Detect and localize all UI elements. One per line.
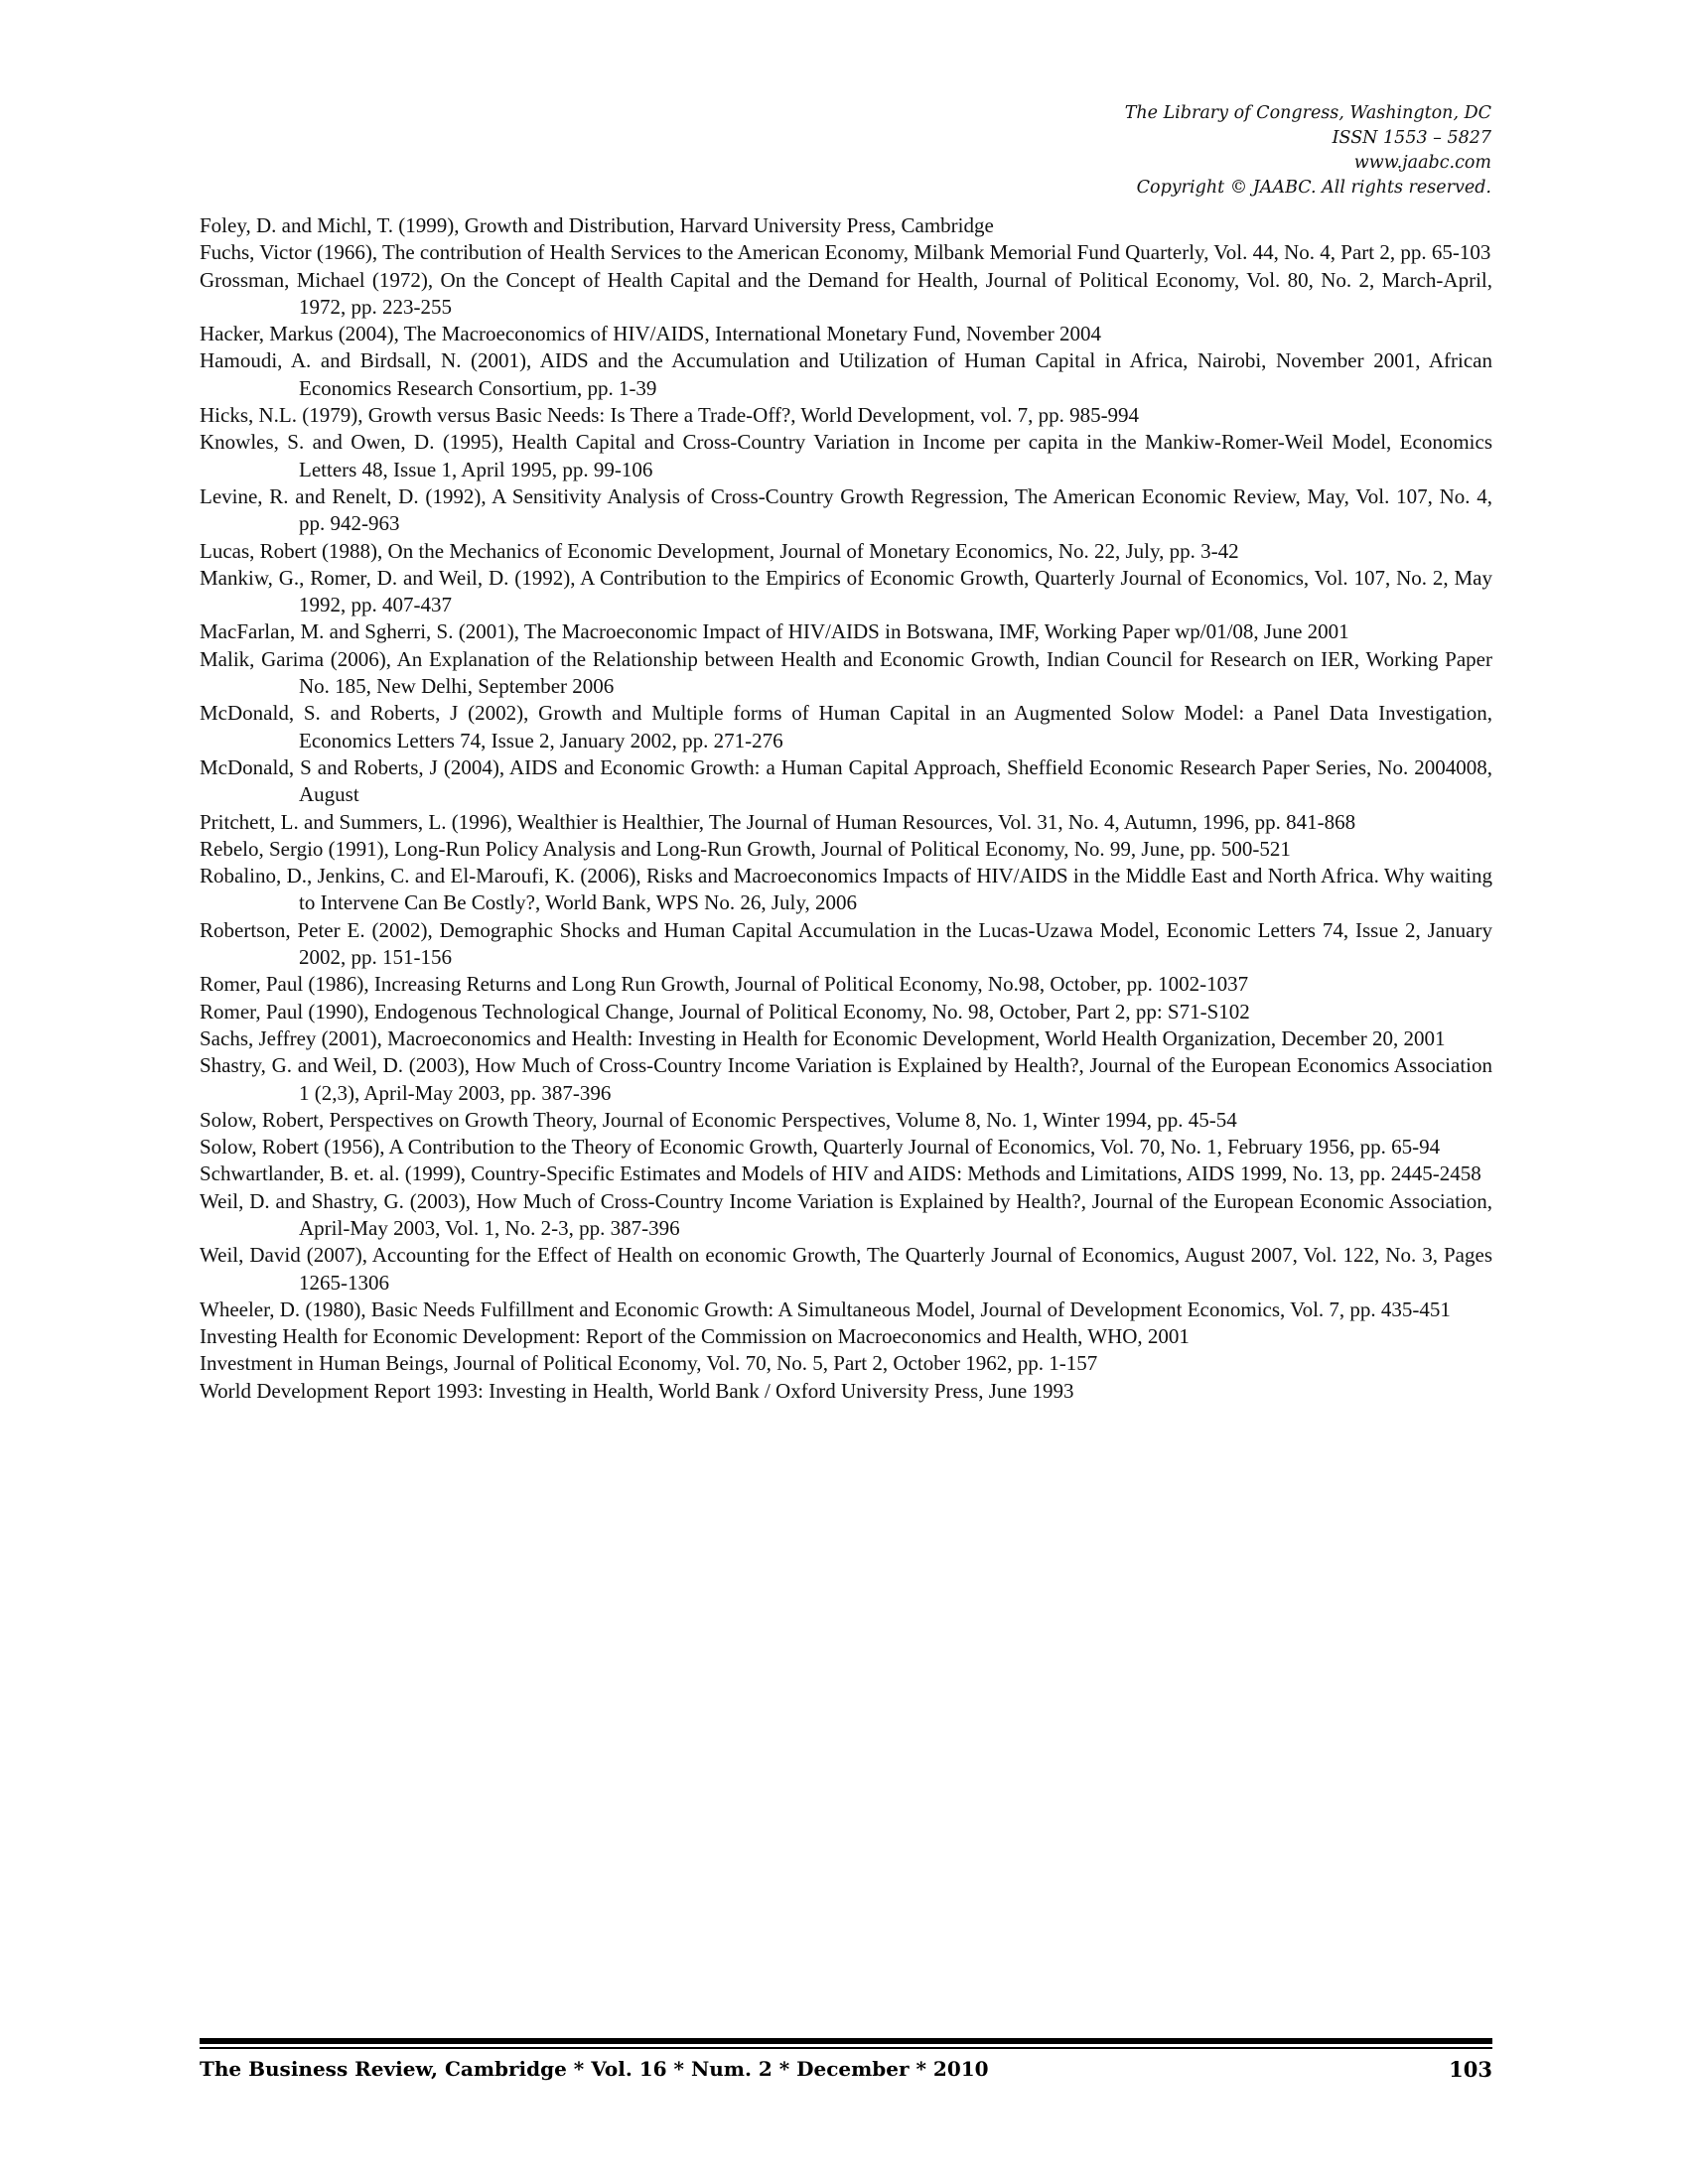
reference-item: Romer, Paul (1990), Endogenous Technological Change, Journal of Political Economy, No. 98, October, Part 2, pp: S71-S102: [200, 999, 1250, 1024]
reference-item: McDonald, S. and Roberts, J (2002), Growth and Multiple forms of Human Capital in an Augmented Solow Model: a Panel Data Investigation, Economics Letters 74, Issue 2, January 2002, pp. 271-276: [200, 701, 1492, 752]
reference-item: World Development Report 1993: Investing in Health, World Bank / Oxford University Press, June 1993: [200, 1378, 1074, 1403]
header-website-line: www.jaabc.com: [1353, 153, 1491, 173]
reference-item: Malik, Garima (2006), An Explanation of the Relationship between Health and Economic Growth, Indian Council for Research on IER, Working Paper No. 185, New Delhi, September 2006: [200, 646, 1492, 699]
reference-item: Wheeler, D. (1980), Basic Needs Fulfillment and Economic Growth: A Simultaneous Model, Journal of Development Economics, Vol. 7, pp. 435-451: [200, 1297, 1451, 1321]
header-issn-line: ISSN 1553 – 5827: [1332, 128, 1491, 148]
footer-divider-thick: [200, 2038, 1492, 2044]
reference-item: Romer, Paul (1986), Increasing Returns and Long Run Growth, Journal of Political Economy, No.98, October, pp. 1002-1037: [200, 972, 1249, 997]
reference-item: Schwartlander, B. et. al. (1999), Country-Specific Estimates and Models of HIV and AIDS: Methods and Limitations, AIDS 1999, No. 13, pp. 2445-2458: [200, 1161, 1481, 1186]
reference-item: Levine, R. and Renelt, D. (1992), A Sensitivity Analysis of Cross-Country Growth Regression, The American Economic Review, May, Vol. 107, No. 4, pp. 942-963: [200, 483, 1492, 536]
reference-item: Solow, Robert (1956), A Contribution to the Theory of Economic Growth, Quarterly Journal of Economics, Vol. 70, No. 1, February 1956, pp. 65-94: [200, 1135, 1441, 1160]
reference-item: Sachs, Jeffrey (2001), Macroeconomics and Health: Investing in Health for Economic Development, World Health Organization, December 20, 2001: [200, 1025, 1446, 1050]
header-copyright-line: Copyright © JAABC. All rights reserved.: [1136, 178, 1491, 198]
reference-item: Pritchett, L. and Summers, L. (1996), Wealthier is Healthier, The Journal of Human Resources, Vol. 31, No. 4, Autumn, 1996, pp. 841-868: [200, 809, 1356, 834]
reference-item: Shastry, G. and Weil, D. (2003), How Much of Cross-Country Income Variation is Explained by Health?, Journal of the European Economics Association 1 (2,3), April-May 2003, pp. 387-396: [200, 1053, 1492, 1105]
page-number: 103: [1449, 2057, 1492, 2082]
reference-item: Foley, D. and Michl, T. (1999), Growth and Distribution, Harvard University Press, Cambridge: [200, 213, 994, 237]
reference-item: Grossman, Michael (1972), On the Concept of Health Capital and the Demand for Health, Journal of Political Economy, Vol. 80, No. 2, March-April, 1972, pp. 223-255: [200, 267, 1492, 319]
reference-list: [200, 212, 1492, 1405]
reference-item: Hamoudi, A. and Birdsall, N. (2001), AIDS and the Accumulation and Utilization of Human Capital in Africa, Nairobi, November 2001, African Economics Research Consortium, pp. 1-39: [200, 348, 1492, 400]
reference-item: Investment in Human Beings, Journal of Political Economy, Vol. 70, No. 5, Part 2, October 1962, pp. 1-157: [200, 1351, 1098, 1376]
header-library-line: The Library of Congress, Washington, DC: [1124, 103, 1491, 123]
reference-item: Hacker, Markus (2004), The Macroeconomics of HIV/AIDS, International Monetary Fund, November 2004: [200, 322, 1101, 346]
reference-item: MacFarlan, M. and Sgherri, S. (2001), The Macroeconomic Impact of HIV/AIDS in Botswana, IMF, Working Paper wp/01/08, June 2001: [200, 619, 1349, 644]
footer-journal-info: The Business Review, Cambridge * Vol. 16 * Num. 2 * December * 2010: [200, 2057, 989, 2081]
footer-divider-thin: [200, 2047, 1492, 2049]
reference-item: Weil, D. and Shastry, G. (2003), How Much of Cross-Country Income Variation is Explained by Health?, Journal of the European Economic Association, April-May 2003, Vol. 1, No. 2-3, pp. 387-396: [200, 1188, 1492, 1240]
reference-item: Rebelo, Sergio (1991), Long-Run Policy Analysis and Long-Run Growth, Journal of Political Economy, No. 99, June, pp. 500-521: [200, 836, 1291, 861]
reference-item: Hicks, N.L. (1979), Growth versus Basic Needs: Is There a Trade-Off?, World Development, vol. 7, pp. 985-994: [200, 403, 1140, 428]
reference-item: Mankiw, G., Romer, D. and Weil, D. (1992), A Contribution to the Empirics of Economic Growth, Quarterly Journal of Economics, Vol. 107, No. 2, May 1992, pp. 407-437: [200, 565, 1492, 617]
reference-item: Lucas, Robert (1988), On the Mechanics of Economic Development, Journal of Monetary Economics, No. 22, July, pp. 3-42: [200, 538, 1239, 563]
reference-item: Investing Health for Economic Development: Report of the Commission on Macroeconomics and Health, WHO, 2001: [200, 1324, 1190, 1349]
reference-item: McDonald, S and Roberts, J (2004), AIDS and Economic Growth: a Human Capital Approach, Sheffield Economic Research Paper Series, No. 2004008, August: [200, 754, 1492, 807]
reference-item: Robertson, Peter E. (2002), Demographic Shocks and Human Capital Accumulation in the Lucas-Uzawa Model, Economic Letters 74, Issue 2, January 2002, pp. 151-156: [200, 917, 1492, 970]
reference-item: Solow, Robert, Perspectives on Growth Theory, Journal of Economic Perspectives, Volume 8, No. 1, Winter 1994, pp. 45-54: [200, 1107, 1237, 1132]
page-header: [1125, 101, 1491, 201]
reference-item: Weil, David (2007), Accounting for the Effect of Health on economic Growth, The Quarterly Journal of Economics, August 2007, Vol. 122, No. 3, Pages 1265-1306: [200, 1243, 1492, 1295]
reference-item: Knowles, S. and Owen, D. (1995), Health Capital and Cross-Country Variation in Income per capita in the Mankiw-Romer-Weil Model, Economics Letters 48, Issue 1, April 1995, pp. 99-106: [200, 430, 1492, 481]
reference-item: Fuchs, Victor (1966), The contribution of Health Services to the American Economy, Milbank Memorial Fund Quarterly, Vol. 44, No. 4, Part 2, pp. 65-103: [200, 240, 1491, 265]
reference-item: Robalino, D., Jenkins, C. and El-Maroufi, K. (2006), Risks and Macroeconomics Impacts of HIV/AIDS in the Middle East and North Africa. Why waiting to Intervene Can Be Costly?, World Bank, WPS No. 26, July, 2006: [200, 864, 1492, 915]
